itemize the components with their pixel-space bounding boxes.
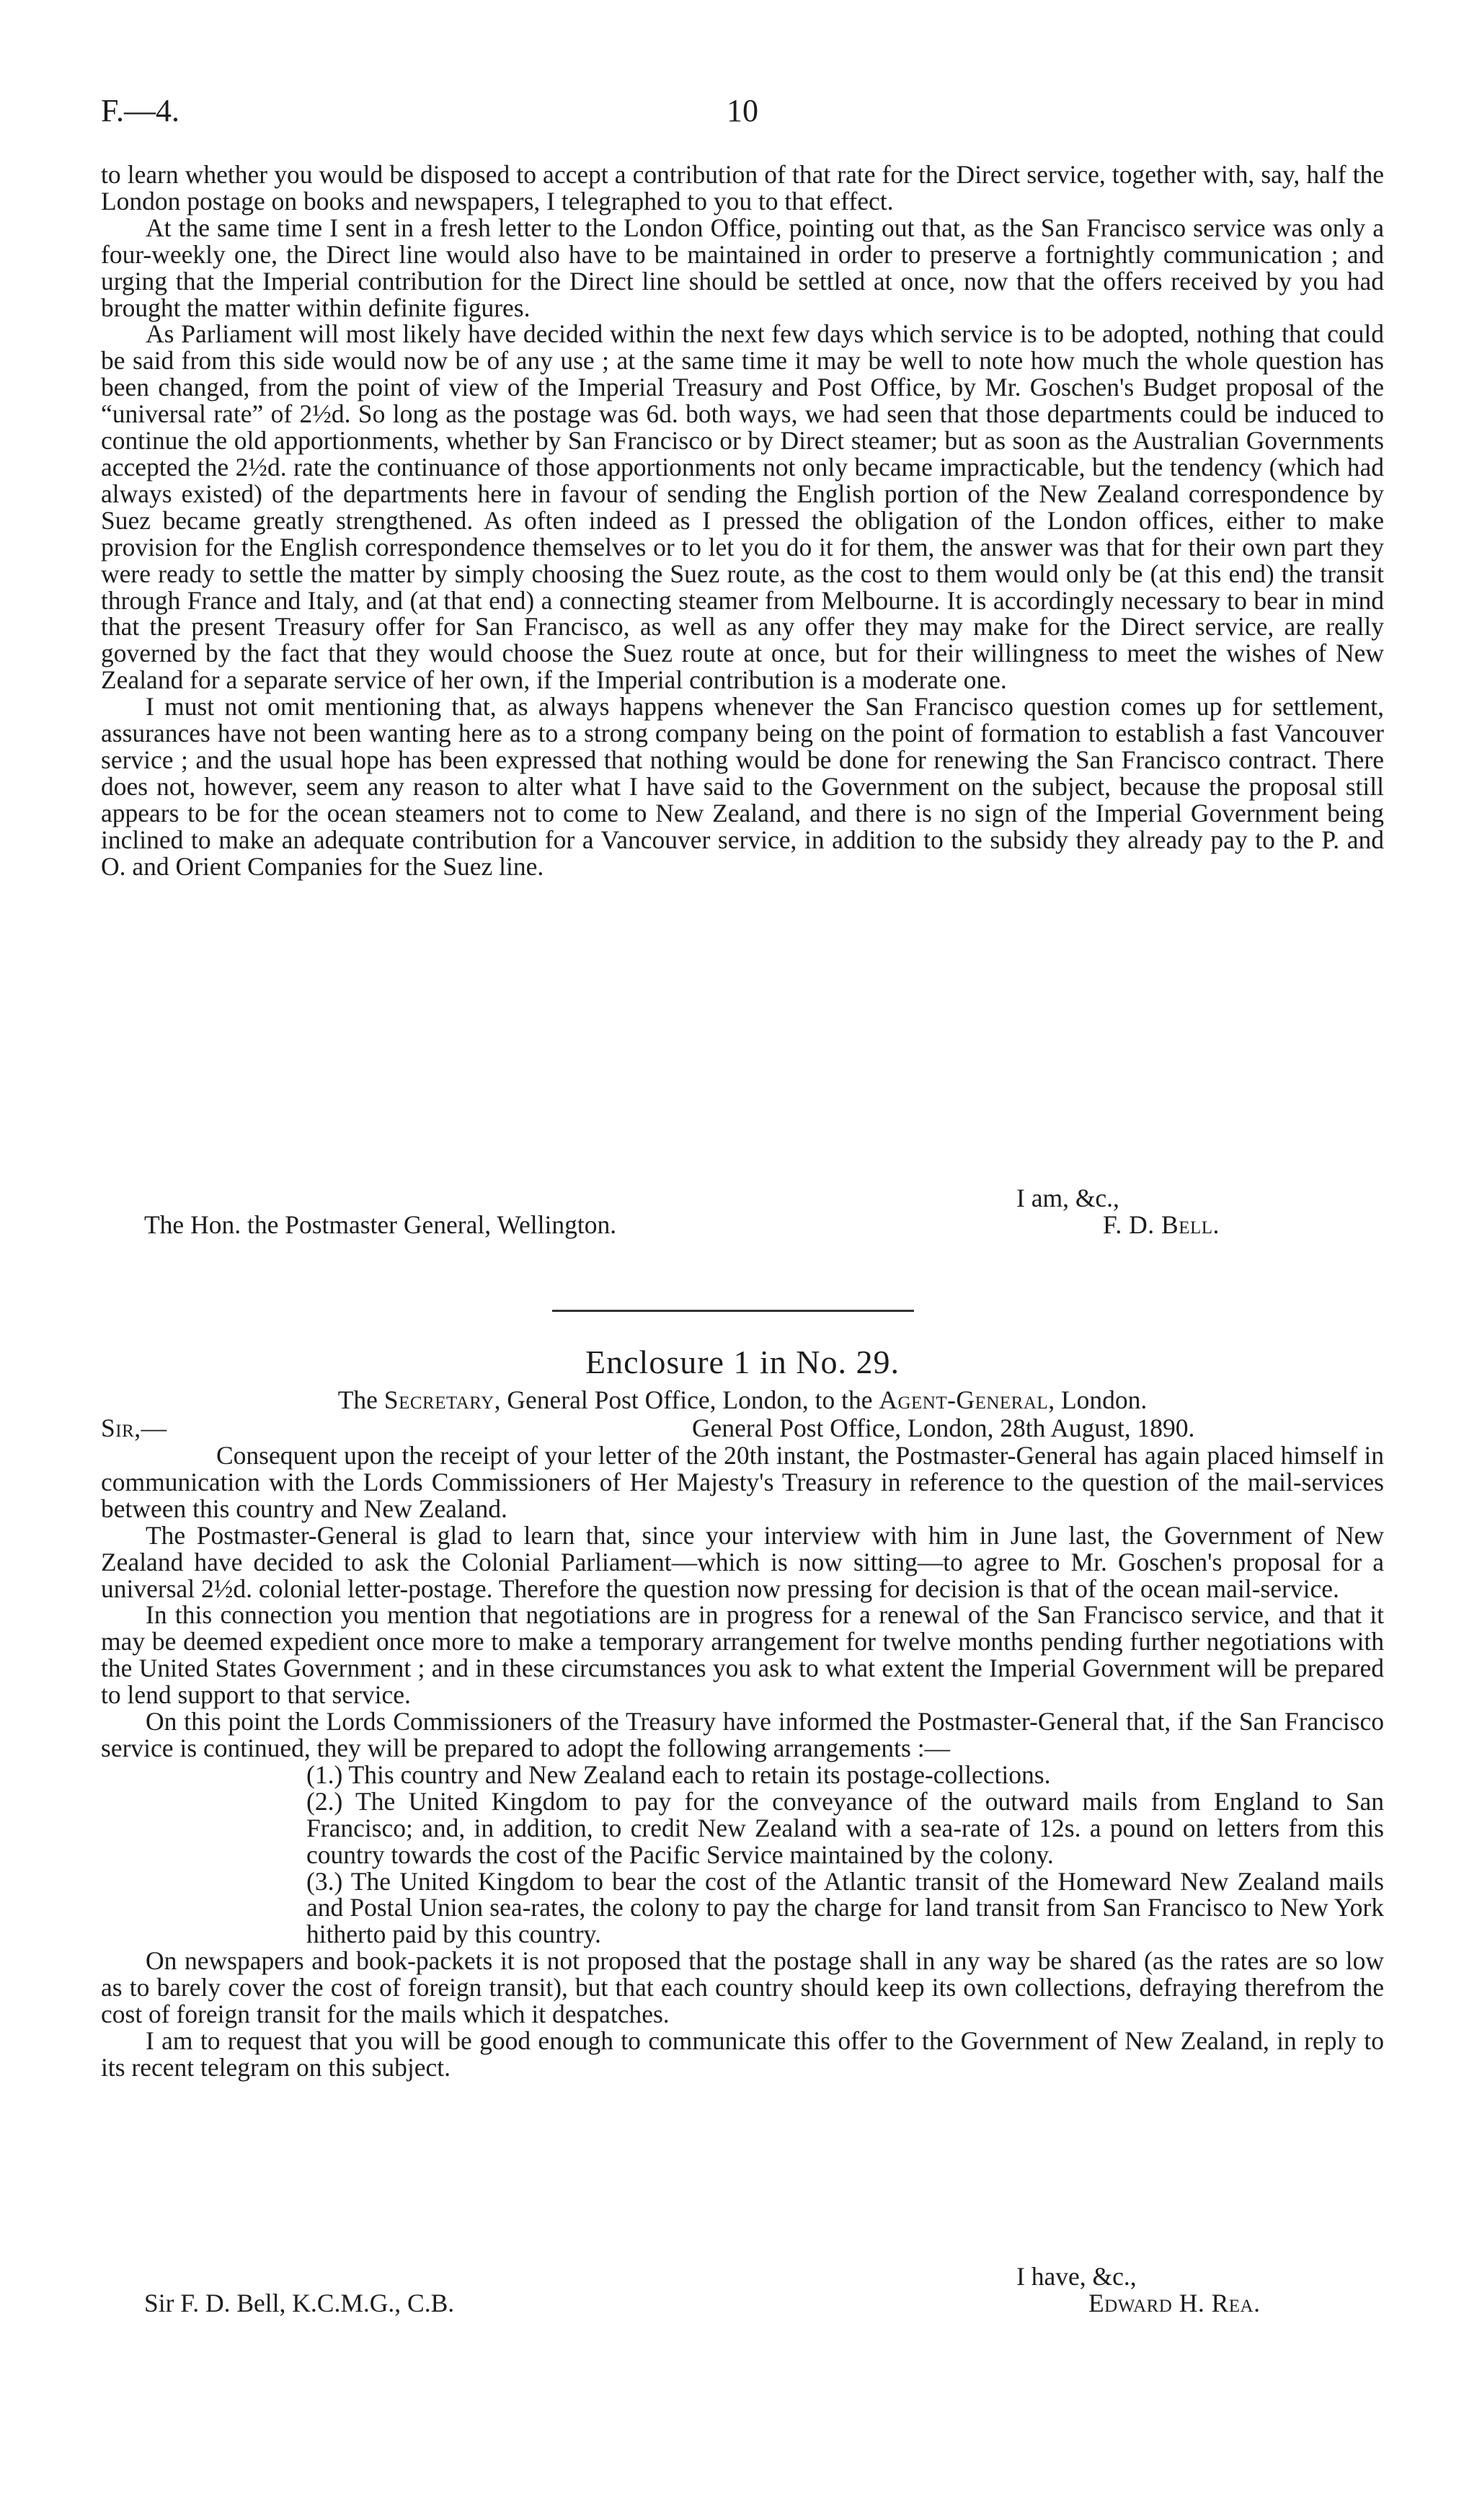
page-reference: F.—4. — [101, 93, 179, 128]
item-number: (2.) — [306, 1786, 343, 1816]
sender-title: Secretary — [383, 1385, 494, 1414]
letter-paragraph: At the same time I sent in a fresh letter to the London Office, pointing out that, as the San Francisco service was only a four-weekly one, the Direct line would also have to be maintained in order to preserve a fortnightly communication ; and urging that the Imperial contribution for the Direct line should be settled at once, now that the offers received by you had brought the matter within definite figures. — [101, 213, 1384, 322]
enclosure-paragraph: Consequent upon the receipt of your letter of the 20th instant, the Postmaster-General has again placed himself in communication with the Lords Commissioners of Her Majesty's Treasury in reference to the question of the mail-services between this country and New Zealand. — [101, 1441, 1384, 1523]
enclosure-closing-block — [101, 2263, 1384, 2317]
recipient-title: Agent-General — [879, 1385, 1049, 1414]
item-number: (3.) — [306, 1866, 343, 1896]
arrangement-item — [306, 1868, 1384, 1948]
letter-closing-block — [101, 1185, 1384, 1238]
enclosure-signature: Edward H. Rea. — [1088, 2289, 1261, 2317]
letter-addressee: The Hon. the Postmaster General, Wellington. — [144, 1210, 617, 1239]
enclosure-body — [101, 1442, 1384, 2081]
arrangement-item — [306, 1788, 1384, 1868]
section-divider — [552, 1310, 914, 1312]
enclosure-paragraph: On newspapers and book-packets it is not proposed that the postage shall in any way be shared (as the rates are so low as to barely cover the cost of foreign transit), but that each country should keep its own collections, defraying therefrom the cost of foreign transit for the mails which it despatches. — [101, 1946, 1384, 2029]
enclosure-addressee: Sir F. D. Bell, K.C.M.G., C.B. — [144, 2289, 455, 2317]
enclosure-closing: I have, &c., — [1016, 2262, 1137, 2291]
enclosure-paragraph: I am to request that you will be good enough to communicate this offer to the Government of New Zealand, in reply to its recent telegram on this subject. — [101, 2026, 1384, 2082]
dateline: General Post Office, London, 28th August, 1890. — [692, 1414, 1195, 1442]
enclosure-paragraph: On this point the Lords Commissioners of the Treasury have informed the Postmaster-General that, if the San Francisco service is continued, they will be prepared to adopt the following arrangements :— — [101, 1707, 1384, 1762]
arrangement-list — [101, 1762, 1384, 1948]
letter-body — [101, 161, 1384, 879]
item-number: (1.) — [306, 1760, 343, 1789]
arrangement-item — [306, 1762, 1384, 1788]
enclosure-paragraph: The Postmaster-General is glad to learn that, since your interview with him in June last, the Government of New Zealand have decided to ask the Colonial Parliament—which is now sitting—to agree to Mr. Goschen's proposal for a universal 2½d. colonial letter-postage. Therefore the question now pressing for decision is that of the ocean mail-service. — [101, 1520, 1384, 1603]
letter-paragraph: As Parliament will most likely have decided within the next few days which service is to be adopted, nothing that could be said from this side would now be of any use ; at the same time it may be well to note how much the whole question has been changed, from the point of view of the Imperial Treasury and Post Office, by Mr. Goschen's Budget proposal of the “universal rate” of 2½d. So long as the postage was 6d. both ways, we had seen that those departments could be induced to continue the old apportionments, whether by San Francisco or by Direct steamer; but as soon as the Australian Governments accepted the 2½d. rate the continuance of those apportionments not only became impracticable, but the tendency (which had always existed) of the departments here in favour of sending the English portion of the New Zealand correspondence by Suez became greatly strengthened. As often indeed as I pressed the obligation of the London offices, either to make provision for the English correspondence themselves or to let you do it for them, the answer was that for their own part they were ready to settle the matter by simply choosing the Suez route, as the cost to them would only be (at this end) the transit through France and Italy, and (at that end) a connecting steamer from Melbourne. It is accordingly necessary to bear in mind that the present Treasury offer for San Francisco, as well as any offer they may make for the Direct service, are really governed by the fact that they would choose the Suez route at once, but for their willingness to meet the wishes of New Zealand for a separate service of her own, if the Imperial contribution is a moderate one. — [101, 319, 1384, 695]
enclosure-title: Enclosure 1 in No. 29. — [585, 1344, 900, 1380]
page-number: 10 — [727, 93, 758, 128]
enclosure-from-line: The Secretary, General Post Office, London, to the Agent-General, London. — [337, 1385, 1148, 1414]
enclosure-paragraph: In this connection you mention that negotiations are in progress for a renewal of the San Francisco service, and that it may be deemed expedient once more to make a temporary arrangement for twelve months pending further negotiations with the United States Government ; and in these circumstances you ask to what extent the Imperial Government will be prepared to lend support to that service. — [101, 1600, 1384, 1710]
item-text: This country and New Zealand each to retain its postage-collections. — [348, 1760, 1051, 1789]
salutation: Sir,— — [101, 1414, 167, 1442]
letter-paragraph: to learn whether you would be disposed to accept a contribution of that rate for the Direct service, together with, say, half the London postage on books and newspapers, I telegraphed to you to that effect. — [101, 160, 1384, 216]
enclosure-salutation-row — [101, 1415, 1384, 1442]
item-text: The United Kingdom to pay for the conveyance of the outward mails from England to San Francisco; and, in addition, to credit New Zealand with a sea-rate of 12s. a pound on letters from this country towards the cost of the Pacific Service maintained by the colony. — [306, 1786, 1384, 1869]
letter-paragraph: I must not omit mentioning that, as always happens whenever the San Francisco question comes up for settlement, assurances have not been wanting here as to a strong company being on the point of formation to establish a fast Vancouver service ; and the usual hope has been expressed that nothing would be done for renewing the San Francisco contract. There does not, however, seem any reason to alter what I have said to the Government on the subject, because the proposal still appears to be for the ocean steamers not to come to New Zealand, and there is no sign of the Imperial Government being inclined to make an adequate contribution for a Vancouver service, in addition to the subsidy they already pay to the P. and O. and Orient Companies for the Suez line. — [101, 692, 1384, 881]
page-header — [101, 92, 1384, 136]
letter-closing: I am, &c., — [1016, 1184, 1119, 1212]
item-text: The United Kingdom to bear the cost of the Atlantic transit of the Homeward New Zealand mails and Postal Union sea-rates, the colony to pay the charge for land transit from San Francisco to New York hitherto paid by this country. — [306, 1866, 1384, 1949]
letter-signature: F. D. Bell. — [1103, 1210, 1220, 1239]
